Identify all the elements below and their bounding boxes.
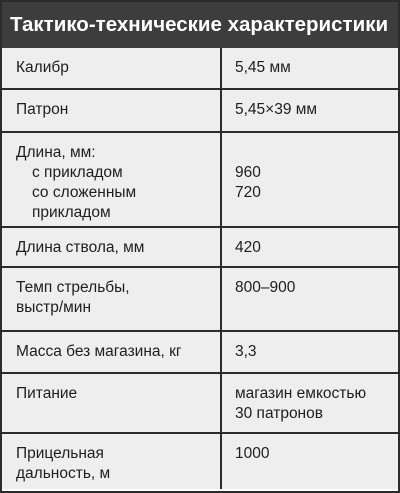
- table-row: [2, 266, 398, 330]
- table-row: [2, 88, 398, 131]
- param-label: Калибр: [16, 59, 69, 76]
- table-row: [2, 372, 398, 432]
- param-label: Темп стрельбы,: [16, 279, 130, 296]
- row-param: [2, 374, 222, 432]
- value-text: 5,45 мм: [235, 59, 291, 76]
- table-row: [2, 48, 398, 88]
- row-param: [2, 133, 222, 226]
- table-row: [2, 131, 398, 226]
- row-value: [222, 332, 398, 372]
- row-value: [222, 228, 398, 266]
- row-param: [2, 332, 222, 372]
- param-sublabel: прикладом: [32, 204, 111, 221]
- value-text: 720: [235, 184, 261, 201]
- value-spacer: [235, 143, 398, 163]
- row-value: [222, 374, 398, 432]
- row-value: [222, 48, 398, 88]
- value-text: 30 патронов: [235, 405, 323, 422]
- value-text: 5,45×39 мм: [235, 101, 318, 118]
- table-row: [2, 432, 398, 489]
- param-label: дальность, м: [16, 465, 111, 482]
- param-label: Питание: [16, 385, 78, 402]
- row-param: [2, 268, 222, 330]
- row-param: [2, 228, 222, 266]
- table-row: [2, 330, 398, 372]
- value-text: 960: [235, 164, 261, 181]
- row-param: [2, 48, 222, 88]
- value-text: 1000: [235, 445, 270, 462]
- row-param: [2, 90, 222, 131]
- table-row: [2, 226, 398, 266]
- param-label: выстр/мин: [16, 299, 92, 316]
- value-text: магазин емкостью: [235, 385, 367, 402]
- value-text: 800–900: [235, 279, 296, 296]
- row-param: [2, 434, 222, 489]
- row-value: [222, 434, 398, 489]
- param-label: Длина ствола, мм: [16, 239, 145, 256]
- row-value: [222, 90, 398, 131]
- param-sublabel: с прикладом: [32, 164, 123, 181]
- param-sublabel: со сложенным: [32, 184, 137, 201]
- table-title: Тактико-технические характеристики: [2, 2, 398, 48]
- param-label: Патрон: [16, 101, 69, 118]
- value-text: 420: [235, 239, 261, 256]
- value-text: 3,3: [235, 343, 257, 360]
- param-label: Прицельная: [16, 445, 104, 462]
- table-body: [2, 48, 398, 489]
- row-value: [222, 268, 398, 330]
- param-label: Масса без магазина, кг: [16, 343, 182, 360]
- row-value: [222, 133, 398, 226]
- param-label: Длина, мм:: [16, 144, 96, 161]
